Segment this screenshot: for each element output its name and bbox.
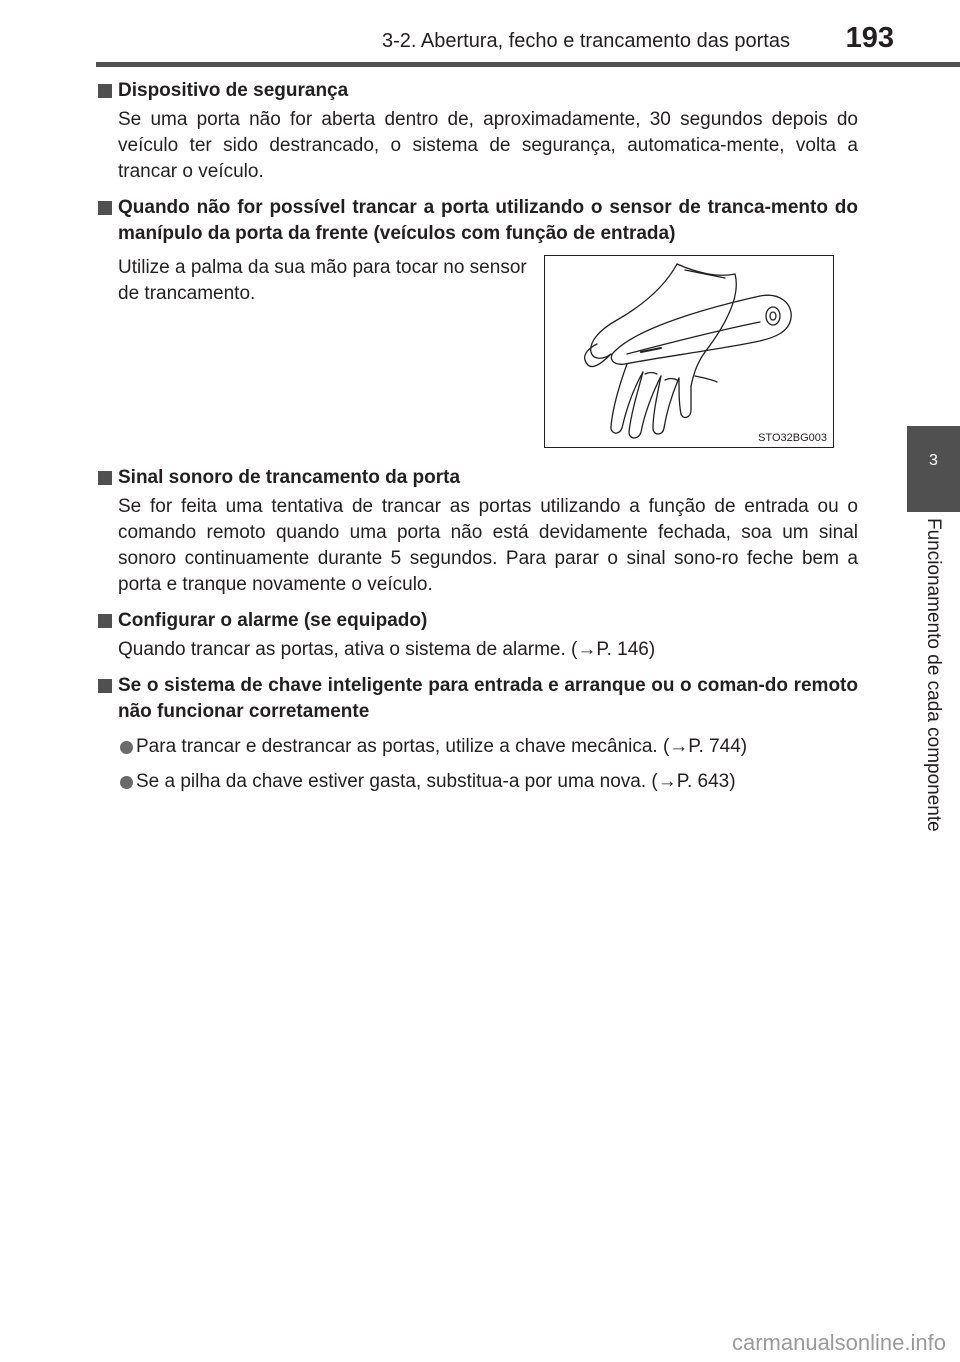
round-bullet-icon (120, 776, 133, 789)
section-heading (96, 608, 858, 634)
square-bullet-icon (98, 614, 112, 628)
chapter-label: Funcionamento de cada componente (923, 518, 944, 832)
section-body: Se for feita uma tentativa de trancar as portas utilizando a função de entrada ou o comando remoto quando uma porta não está devidamente fechada, soa um sinal sonoro continuamente durante 5 segundos. Para parar o sinal sono-ro feche bem a porta e tranque novamente o veículo. (118, 496, 858, 595)
section-heading (96, 465, 858, 491)
section-heading (96, 78, 858, 104)
list-item-text: Se a pilha da chave estiver gasta, substitua-a por uma nova. (→P. 643) (136, 771, 736, 792)
section-title: 3-2. Abertura, fecho e trancamento das portas (381, 30, 790, 52)
chapter-tab (907, 426, 960, 512)
section-heading (96, 673, 858, 725)
list-item-text: Para trancar e destrancar as portas, utilize a chave mecânica. (→P. 744) (136, 736, 748, 757)
list-item (96, 734, 858, 760)
header-divider (96, 62, 960, 67)
figure-block (96, 255, 858, 455)
figure-caption-text: Utilize a palma da sua mão para tocar no sensor de trancamento. (118, 257, 527, 304)
square-bullet-icon (98, 471, 112, 485)
heading-text: Configurar o alarme (se equipado) (118, 610, 428, 631)
square-bullet-icon (98, 84, 112, 98)
heading-text: Se o sistema de chave inteligente para entrada e arranque ou o coman-do remoto não funcionar corretamente (118, 675, 858, 722)
page-content (96, 78, 858, 795)
figure-code: STO32BG003 (758, 432, 827, 444)
chapter-number: 3 (929, 452, 938, 469)
round-bullet-icon (120, 741, 133, 754)
page-header (0, 0, 960, 70)
heading-text: Quando não for possível trancar a porta utilizando o sensor de tranca-mento do manípulo da porta da frente (veículos com função de entrada) (118, 197, 858, 244)
section-body: Se uma porta não for aberta dentro de, aproximadamente, 30 segundos depois do veículo ter sido destrancado, o sistema de segurança, automatica-mente, volta a trancar o veículo. (118, 109, 858, 182)
section-body: Quando trancar as portas, ativa o sistema de alarme. (→P. 146) (118, 639, 656, 660)
square-bullet-icon (98, 201, 112, 215)
square-bullet-icon (98, 679, 112, 693)
hand-on-door-handle-icon (545, 256, 833, 447)
heading-text: Dispositivo de segurança (118, 80, 349, 101)
section-heading (96, 195, 858, 247)
watermark: carmanualsonline.info (731, 1330, 946, 1355)
list-item (96, 769, 858, 795)
heading-text: Sinal sonoro de trancamento da porta (118, 467, 461, 488)
page-number: 193 (845, 22, 894, 54)
door-handle-illustration (544, 255, 834, 448)
